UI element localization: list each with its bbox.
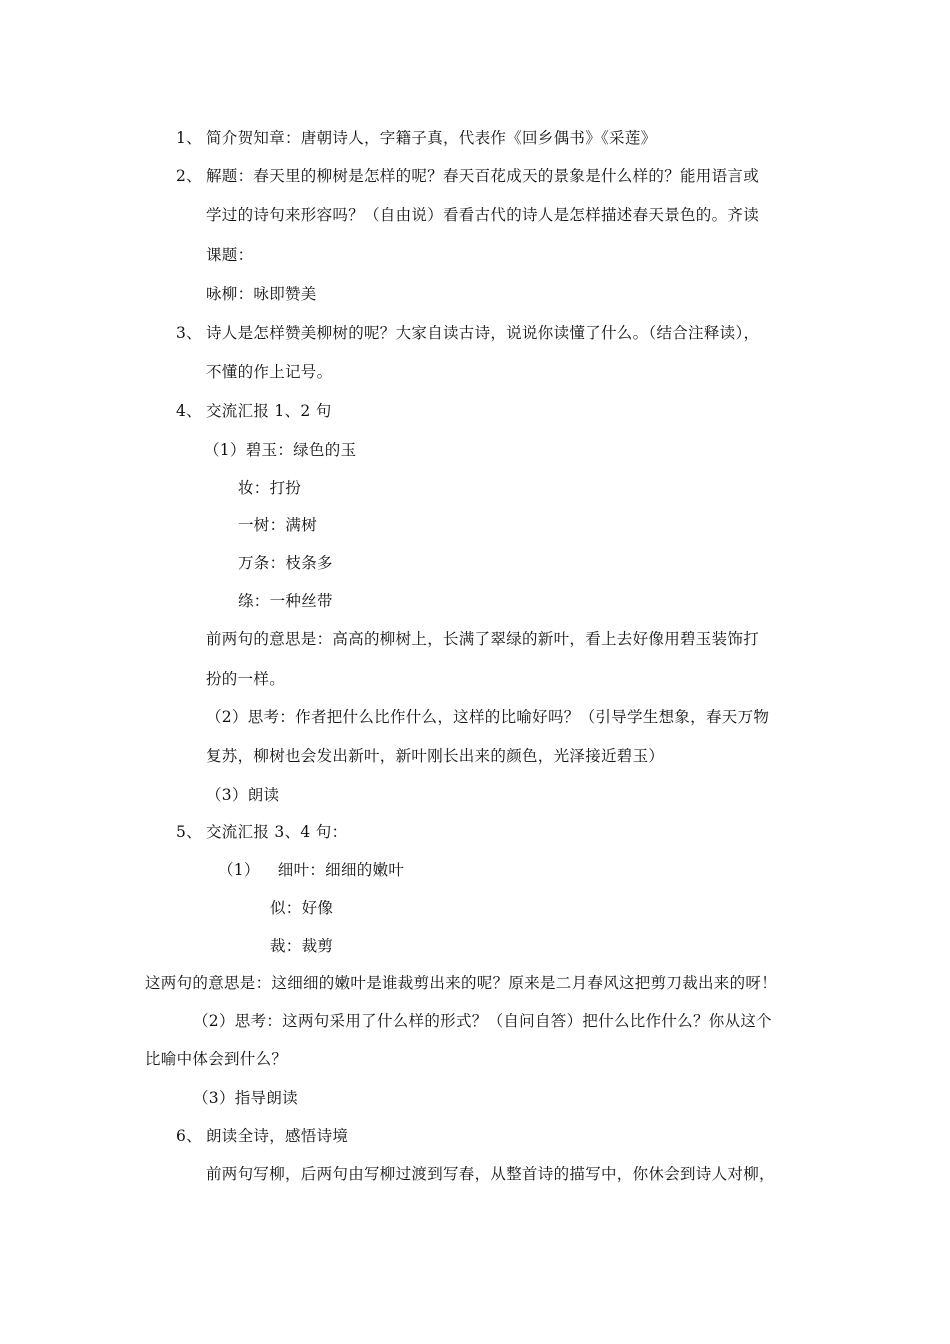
section-number: 2、 — [176, 167, 202, 185]
sub-item-2: （2）思考：作者把什么比作什么，这样的比喻好吗？（引导学生想象，春天万物 — [206, 708, 770, 726]
section-3 — [176, 323, 759, 343]
section-text: 诗人是怎样赞美柳树的呢？大家自读古诗，说说你读懂了什么。（结合注释读）， — [206, 324, 760, 342]
section-text: 交流汇报 1、2 句 — [206, 402, 332, 420]
paragraph-line: 扮的一样。 — [206, 670, 286, 688]
definition-line: 一树：满树 — [238, 516, 318, 534]
paragraph-line: 前两句的意思是：高高的柳树上，长满了翠绿的新叶，看上去好像用碧玉装饰打 — [206, 630, 760, 648]
definition-line: 万条：枝条多 — [238, 554, 333, 572]
sub-item-text: 碧玉：绿色的玉 — [245, 441, 357, 459]
section-text: 解题：春天里的柳树是怎样的呢？春天百花成天的景象是什么样的？能用语言或 — [206, 167, 760, 185]
sub-item-3: （3）指导朗读 — [193, 1089, 298, 1107]
definition-line: 绦：一种丝带 — [238, 592, 333, 610]
section-number: 1、 — [176, 129, 202, 147]
section-number: 3、 — [176, 324, 202, 342]
section-number: 6、 — [176, 1127, 202, 1145]
section-6 — [176, 1126, 348, 1146]
sub-item-1 — [204, 440, 356, 460]
sub-item-label: （1） — [218, 861, 260, 879]
definition-line: 妆：打扮 — [238, 479, 302, 497]
section-number: 5、 — [176, 823, 202, 841]
section-text: 交流汇报 3、4 句： — [206, 823, 348, 841]
section-4 — [176, 401, 332, 421]
paragraph-line: 前两句写柳，后两句由写柳过渡到写春，从整首诗的描写中，你休会到诗人对柳， — [206, 1165, 775, 1183]
paragraph-line: 学过的诗句来形容吗？（自由说）看看古代的诗人是怎样描述春天景色的。齐读 — [206, 206, 760, 224]
section-5 — [176, 822, 347, 842]
paragraph-line: 比喻中体会到什么？ — [145, 1050, 288, 1068]
sub-item-2: （2）思考：这两句采用了什么样的形式？（自问自答）把什么比作什么？你从这个 — [193, 1012, 772, 1030]
paragraph-line: 咏柳：咏即赞美 — [206, 285, 317, 303]
definition-line: 裁：裁剪 — [270, 937, 334, 955]
sub-item-text: 细叶：细细的嫩叶 — [277, 861, 405, 879]
sub-item-label: （1） — [204, 441, 246, 459]
section-text: 简介贺知章：唐朝诗人，字籍子真，代表作《回乡偶书》《采莲》 — [206, 129, 657, 147]
sub-item-3: （3）朗读 — [206, 786, 280, 804]
section-text: 朗读全诗，感悟诗境 — [206, 1127, 349, 1145]
paragraph-line: 不懂的作上记号。 — [206, 363, 333, 381]
paragraph-line: 这两句的意思是：这细细的嫩叶是谁裁剪出来的呢？原来是二月春风这把剪刀裁出来的呀！ — [145, 974, 778, 992]
section-number: 4、 — [176, 402, 202, 420]
section-2 — [176, 166, 759, 186]
sub-item-1 — [218, 860, 404, 880]
paragraph-line: 复苏，柳树也会发出新叶，新叶刚长出来的颜色，光泽接近碧玉） — [206, 747, 665, 765]
definition-line: 似：好像 — [270, 899, 334, 917]
paragraph-line: 课题： — [206, 246, 254, 264]
section-1 — [176, 128, 656, 148]
